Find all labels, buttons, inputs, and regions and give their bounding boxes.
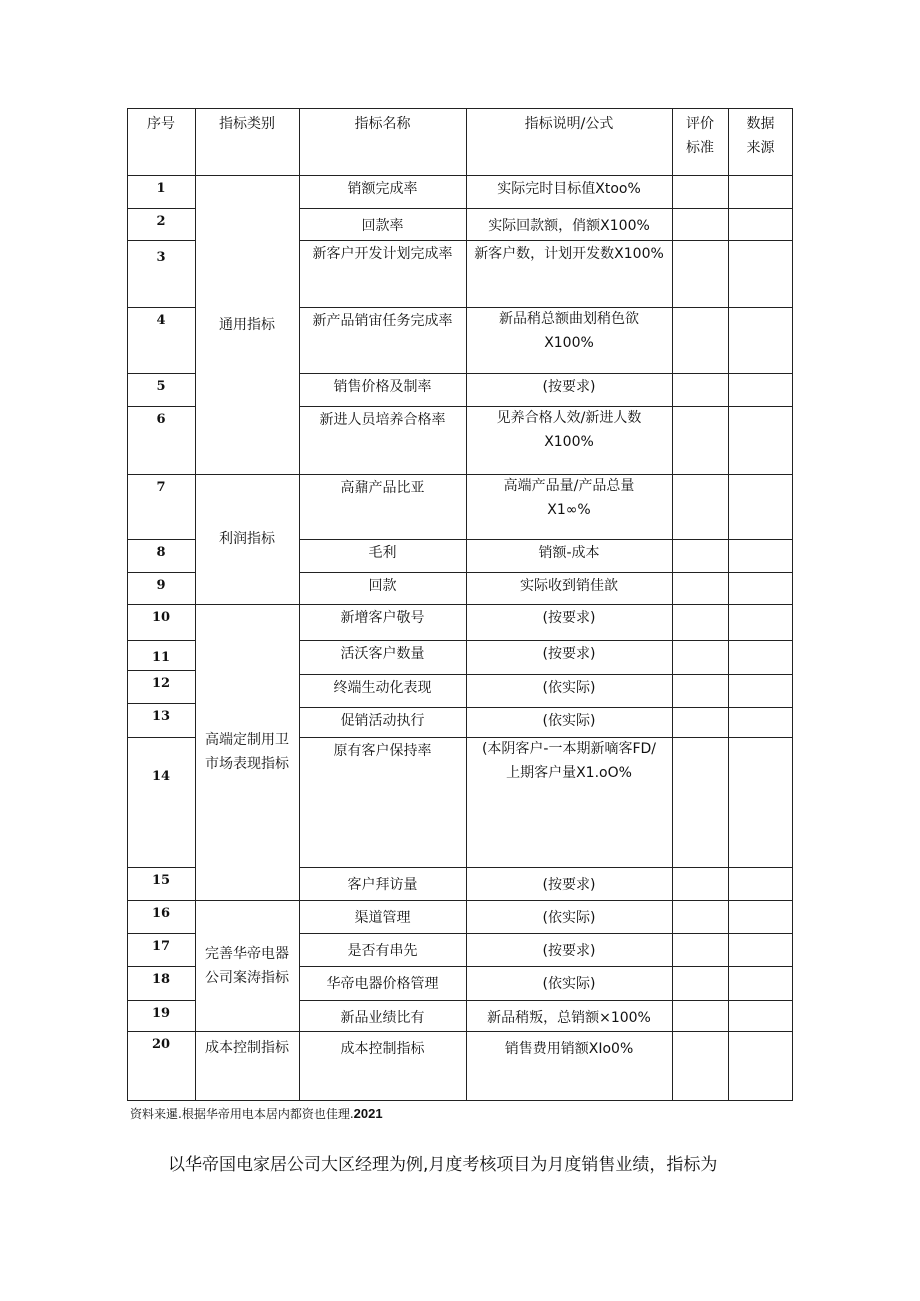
row-divider: [299, 674, 793, 675]
table-border: [127, 108, 793, 109]
row-no: 9: [156, 578, 166, 593]
header-rating-line1: 评价: [686, 116, 714, 132]
row-desc: 新品稍叛，总销额×100%: [487, 1010, 651, 1026]
row-divider: [127, 604, 793, 605]
header-category: 指标类别: [219, 116, 275, 132]
row-desc: 销额-成本: [538, 545, 600, 561]
row-name: 新产品销宙任务完成率: [312, 313, 453, 329]
row-desc: 新客户数，计划开发数X100%: [474, 246, 664, 262]
row-name: 销额完成率: [347, 181, 418, 197]
row-divider: [127, 1031, 793, 1032]
row-no: 16: [151, 906, 171, 921]
row-no: 11: [151, 650, 171, 665]
row-divider: [127, 640, 195, 641]
row-desc: (按要求): [542, 646, 596, 662]
row-no: 4: [156, 313, 166, 328]
row-desc: 高端产品量/产品总量X1∞%: [503, 478, 635, 518]
row-divider: [127, 966, 195, 967]
row-divider: [127, 900, 793, 901]
row-desc: (按要求): [542, 943, 596, 959]
row-desc: 实际完时目标值Xtoo%: [497, 181, 641, 197]
row-divider: [299, 867, 793, 868]
row-no: 7: [156, 480, 166, 495]
row-desc: (按要求): [542, 379, 596, 395]
row-name: 新增客户敬号: [340, 610, 425, 626]
header-source-line2: 来源: [746, 140, 775, 156]
indicator-table: [127, 108, 793, 1101]
row-divider: [299, 307, 793, 308]
row-divider: [299, 933, 793, 934]
row-divider: [299, 966, 793, 967]
row-no: 15: [151, 873, 171, 888]
row-name: 客户拜访量: [347, 877, 418, 893]
row-desc: (依实际): [542, 713, 596, 729]
header-seq: 序号: [147, 116, 175, 132]
row-name: 渠道管理: [354, 910, 411, 926]
row-desc: (依实际): [542, 680, 596, 696]
header-formula: 指标说明/公式: [524, 116, 614, 132]
row-name: 终端生动化表现: [333, 680, 432, 696]
row-divider: [127, 208, 195, 209]
row-divider: [299, 240, 793, 241]
row-name: 华帝电器价格管理: [326, 976, 439, 992]
row-divider: [127, 737, 195, 738]
row-desc: 销售费用销额XIo0%: [504, 1041, 634, 1057]
source-note-year: 2021: [353, 1106, 383, 1121]
row-divider: [127, 1000, 195, 1001]
row-divider: [299, 373, 793, 374]
row-divider: [127, 240, 195, 241]
row-desc: (按要求): [542, 610, 596, 626]
row-no: 2: [156, 214, 166, 229]
row-desc: (按要求): [542, 877, 596, 893]
row-divider: [299, 572, 793, 573]
row-name: 新品业绩比有: [340, 1010, 425, 1026]
row-no: 1: [156, 181, 166, 196]
row-name: 新客户开发计划完成率: [312, 246, 453, 262]
row-desc: (依实际): [542, 910, 596, 926]
row-divider: [127, 670, 195, 671]
header-rating: [672, 108, 728, 175]
row-no: 19: [151, 1006, 171, 1021]
row-no: 20: [151, 1037, 171, 1052]
row-divider: [299, 208, 793, 209]
category-market: 高端定制用卫市场表现指标: [205, 732, 289, 772]
row-desc: 新品稍总额曲划稍色欲X100%: [499, 311, 639, 351]
source-note-text: 资料来暹.根据华帝用电本居内都资也佳理.: [130, 1107, 354, 1121]
row-no: 8: [156, 545, 166, 560]
row-divider: [299, 1000, 793, 1001]
category-channel: 完善华帝电器公司案涛指标: [205, 945, 289, 986]
source-note: [130, 1105, 383, 1122]
row-name: 毛利: [368, 545, 397, 561]
category-profit: 利润指标: [219, 531, 275, 547]
row-divider: [299, 640, 793, 641]
row-divider: [127, 474, 793, 475]
row-divider: [299, 707, 793, 708]
row-divider: [127, 373, 195, 374]
row-divider: [127, 307, 195, 308]
row-name: 是否有串先: [347, 943, 418, 959]
header-name: 指标名称: [354, 116, 411, 132]
row-desc: 见养合格人效/新进人数X100%: [496, 410, 642, 450]
row-no: 6: [156, 412, 166, 427]
row-divider: [127, 175, 793, 176]
row-name: 成本控制指标: [340, 1041, 425, 1057]
row-desc: (依实际): [542, 976, 596, 992]
row-no: 17: [151, 939, 171, 954]
row-divider: [299, 737, 793, 738]
row-divider: [299, 406, 793, 407]
row-no: 3: [156, 250, 166, 265]
row-name: 原有客户保持率: [333, 743, 432, 759]
row-no: 18: [151, 972, 171, 987]
header-source-line1: 数据: [746, 116, 775, 132]
header-rating-line2: 标准: [686, 140, 714, 156]
row-divider: [127, 406, 195, 407]
row-name: 高鼐产品比亚: [340, 480, 425, 496]
header-source: [728, 108, 793, 175]
table-border: [127, 1100, 793, 1101]
category-general: 通用指标: [219, 316, 275, 333]
category-cost: 成本控制指标: [205, 1040, 289, 1056]
row-name: 回款: [368, 578, 397, 594]
row-divider: [127, 703, 195, 704]
row-no: 13: [151, 709, 171, 724]
row-divider: [127, 867, 195, 868]
row-desc: (本阴客户-一本期新嘀客FD/上期客户量X1.oO%: [481, 741, 657, 781]
row-divider: [299, 539, 793, 540]
row-desc: 实际回款额，俏额X100%: [488, 218, 650, 234]
body-paragraph: 以华帝国电家居公司大区经理为例,月度考核项目为月度销售业绩，指标为: [168, 1155, 718, 1175]
row-divider: [127, 572, 195, 573]
row-no: 12: [151, 676, 171, 691]
row-no: 10: [151, 610, 171, 625]
row-desc: 实际收到销佳歆: [520, 578, 618, 594]
row-name: 促销活动执行: [340, 713, 425, 729]
row-no: 5: [156, 379, 166, 394]
row-name: 新进人员培养合格率: [319, 412, 446, 428]
row-divider: [127, 933, 195, 934]
row-divider: [127, 539, 195, 540]
row-no: 14: [151, 769, 171, 784]
row-name: 活沃客户数量: [340, 646, 425, 662]
row-name: 销售价格及制率: [333, 379, 432, 395]
row-name: 回款率: [361, 218, 404, 234]
